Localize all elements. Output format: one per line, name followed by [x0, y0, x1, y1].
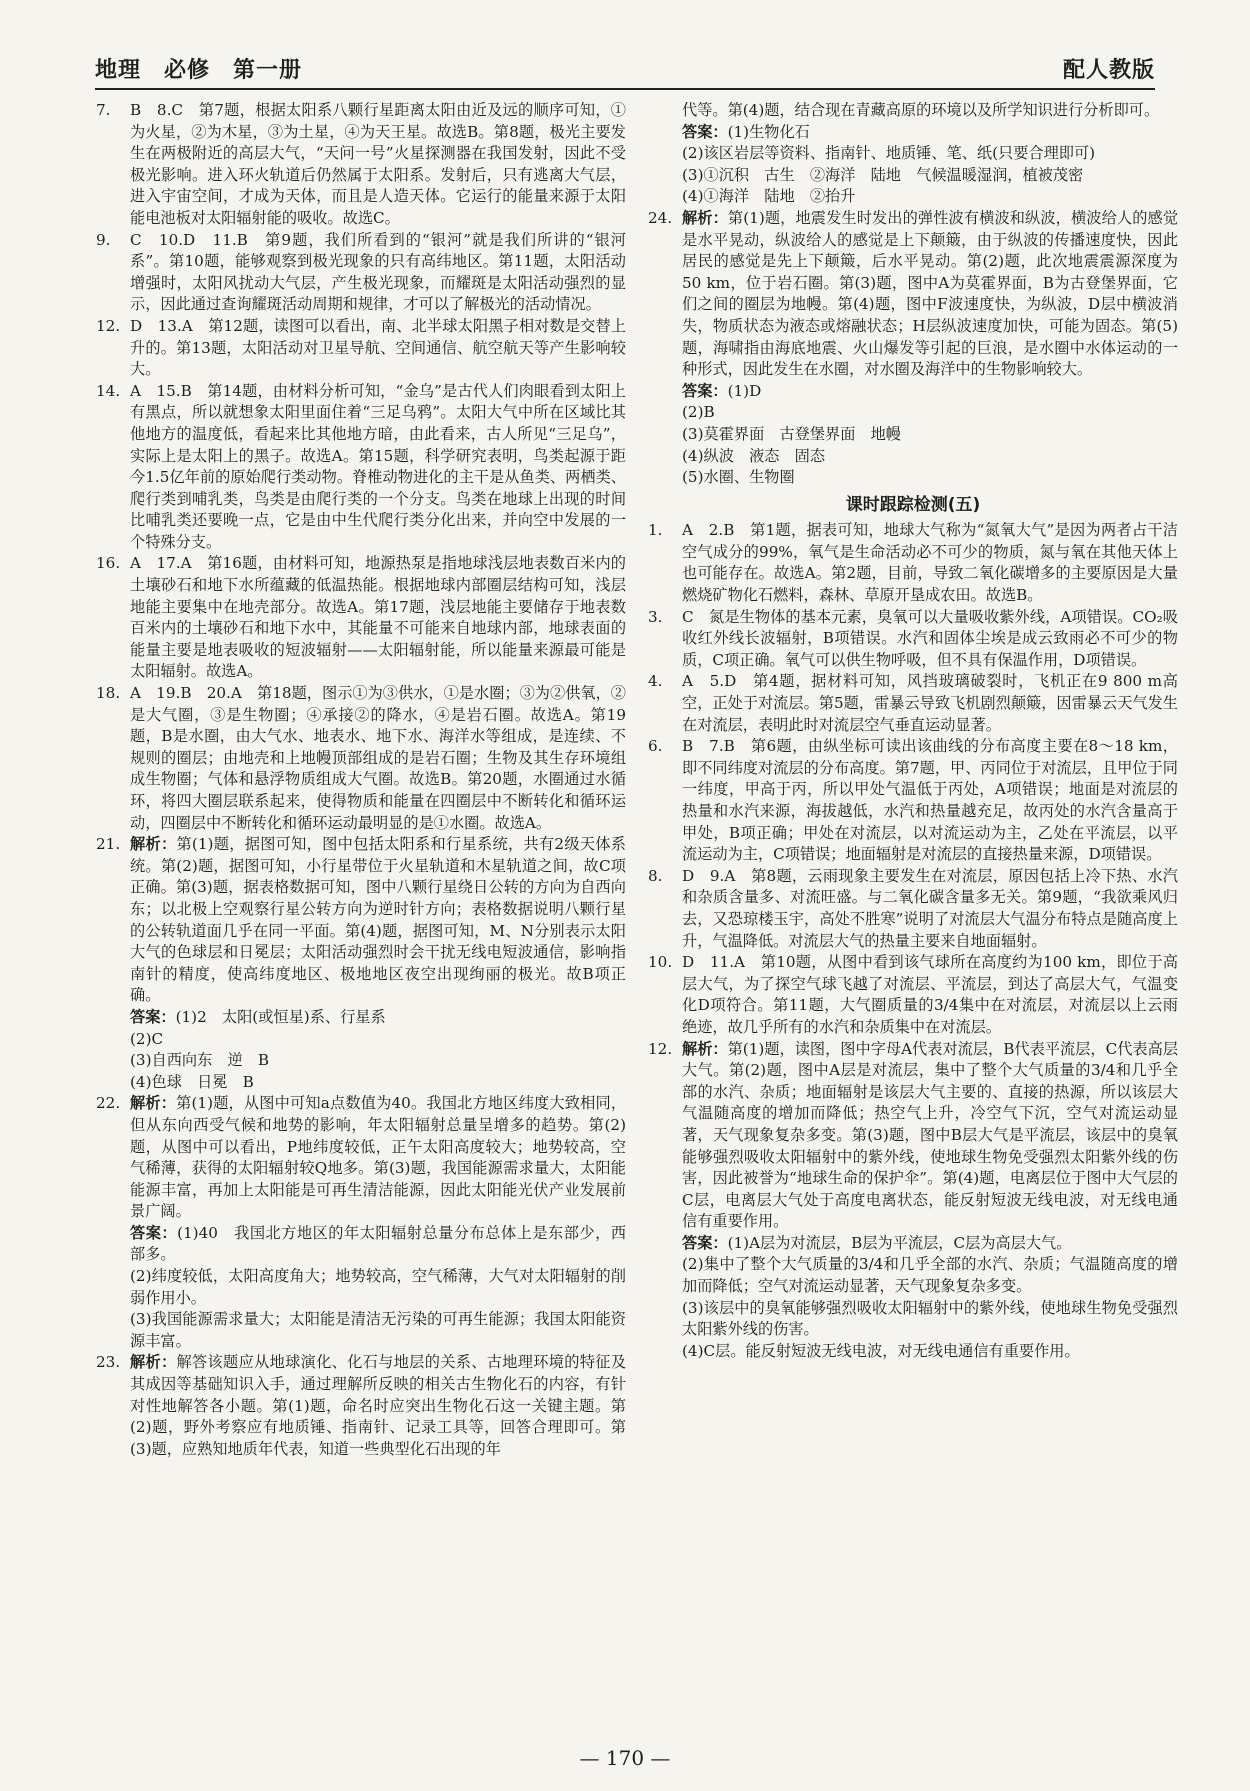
answer-item [648, 208, 1178, 381]
item-number: 24. [648, 208, 673, 227]
text-line: (3)莫霍界面 古登堡界面 地幔 [682, 424, 901, 443]
section-title: 课时跟踪检测(五) [845, 494, 981, 515]
answer-label: 答案： [130, 1007, 176, 1026]
item-text: D 9.A 第8题，云雨现象主要发生在对流层，原因包括上冷下热、水汽和杂质含量多、对流旺盛。与二氧化碳含量多无关。第9题，“我欲乘风归去，又恐琼楼玉宇，高处不胜寒”说明了对流层大气温分布特点是随高度上升，气温降低。对流层大气的热量主要来自地面辐射。 [682, 866, 1178, 950]
text-line: (3)我国能源需求量大；太阳能是清洁无污染的可再生能源；我国太阳能资源丰富。 [130, 1310, 626, 1350]
item-number: 4. [648, 672, 663, 691]
analysis-label: 解析： [682, 208, 728, 227]
item-number: 12. [648, 1039, 673, 1058]
answer-item [96, 100, 626, 230]
text-line: (3)①沉积 古生 ②海洋 陆地 气候温暖湿润，植被茂密 [682, 165, 1084, 184]
answer-item [648, 671, 1178, 736]
analysis-label: 解析： [130, 1094, 177, 1113]
answer-line: 答案：(1)D [682, 381, 762, 400]
answer-item [648, 607, 1178, 672]
item-text: 第(1)题，据图可知，图中包括太阳系和行星系统，共有2级天体系统。第(2)题，据图可知，小行星带位于火星轨道和木星轨道之间，故C项正确。第(3)题，据表格数据可知，图中八颗行星绕日公转的方向为自西向东；以北极上空观察行星公转方向为逆时针方向；表格数据说明八颗行星的公转轨道面几乎在同一平面。第(4)题，据图可知，M、N分别表示太阳大气的色球层和日冕层；太阳活动强烈时会干扰无线电短波通信，影响指南针的精度，使高纬度地区、极地地区夜空出现绚丽的极光。故B项正确。 [130, 835, 626, 1005]
answer-item [96, 1093, 626, 1223]
text-line: (5)水圈、生物圈 [682, 468, 795, 487]
item-number: 12. [96, 316, 121, 335]
item-text: D 11.A 第10题，从图中看到该气球所在高度约为100 km，即位于高层大气，为了探空气球飞越了对流层、平流层，到达了高层大气，气温变化D项符合。第11题，大气圈质量的3/4集中在对流层，对流层以上云雨绝迹，故几乎所有的水汽和杂质集中在对流层。 [682, 953, 1178, 1036]
header-subject: 地理 必修 第一册 [95, 58, 303, 83]
answer-label: 答案： [682, 122, 728, 141]
item-number: 14. [96, 381, 121, 400]
right-column-top [648, 100, 1178, 489]
text-line: (2)该区岩层等资料、指南针、地质锤、笔、纸(只要合理即可) [682, 144, 1096, 163]
right-column [648, 100, 1178, 1700]
right-column-bottom [648, 520, 1178, 1362]
text-line: (3)该层中的臭氧能够强烈吸收太阳辐射中的紫外线，使地球生物免受强烈太阳紫外线的伤害。 [682, 1298, 1178, 1339]
answer-label: 答案： [130, 1223, 178, 1242]
text-line: (2)C [130, 1029, 164, 1048]
text-line: (4)纵波 液态 固态 [682, 446, 826, 465]
answer-item [96, 1352, 626, 1460]
text-line: (4)①海洋 陆地 ②抬升 [682, 187, 856, 206]
page-header [95, 48, 1155, 90]
item-number: 9. [96, 230, 111, 249]
item-number: 16. [96, 554, 121, 573]
analysis-label: 解析： [130, 1353, 177, 1372]
left-column [96, 100, 626, 1700]
analysis-label: 解析： [682, 1039, 728, 1058]
answer-item [648, 1039, 1178, 1233]
item-number: 10. [648, 953, 673, 972]
answer-item [648, 736, 1178, 866]
text-line: (4)色球 日冕 B [130, 1072, 254, 1091]
answer-line: 答案：(1)A层为对流层，B层为平流层，C层为高层大气。 [682, 1233, 1072, 1252]
item-number: 3. [648, 607, 663, 626]
item-text: 第(1)题，地震发生时发出的弹性波有横波和纵波，横波给人的感觉是水平晃动，纵波给人的感觉是上下颠簸，由于纵波的传播速度快，因此居民的感觉是先上下颠簸，后水平晃动。第(2)题，此次地震震源深度为50 km，位于岩石圈。第(3)题，图中A为莫霍界面，B为古登堡界面，它们之间的圈层为地幔。第(4)题，图中F波速度快，为纵波，D层中横波消失，物质状态为液态或熔融状态；H层纵波速度加快，可能为固态。第(5)题，海啸指由海底地震、火山爆发等引起的巨浪，是水圈中水体运动的一种形式，因此发生在水圈，对水圈及海洋中的生物影响较大。 [682, 208, 1178, 379]
item-text: D 13.A 第12题，读图可以看出，南、北半球太阳黑子相对数是交替上升的。第13题，太阳活动对卫星导航、空间通信、航空航天等产生影响较大。 [130, 316, 626, 379]
item-text: C 氮是生物体的基本元素，臭氧可以大量吸收紫外线，A项错误。CO₂吸收红外线长波辐射，B项错误。水汽和固体尘埃是成云致雨必不可少的物质，C项正确。氧气可以供生物呼吸，但不具有保温作用，D项错误。 [682, 607, 1178, 669]
answer-line: 答案：(1)生物化石 [682, 122, 810, 141]
item-text: A 19.B 20.A 第18题，图示①为③供水，①是水圈；③为②供氧，②是大气圈，③是生物圈；④承接②的降水，④是岩石圈。故选A。第19题，B是水圈，由大气水、地表水、地下水、海洋水等组成，是连续、不规则的圈层；由地壳和上地幔顶部组成的是岩石圈；生物及其生存环境组成生物圈；气体和悬浮物质组成大气圈。故选B。第20题，水圈通过水循环，将四大圈层联系起来，使得物质和能量在四圈层中不断转化和循环运动，四圈层中不断转化和循环运动最明显的是①水圈。故选A。 [130, 684, 626, 832]
answer-line: 答案：(1)40 我国北方地区的年太阳辐射总量分布总体上是东部少，西部多。 [130, 1223, 626, 1264]
answer-item [96, 316, 626, 381]
item-text: 第(1)题，读图，图中字母A代表对流层，B代表平流层，C代表高层大气。第(2)题，图中A层是对流层，集中了整个大气质量的3/4和几乎全部的水汽、杂质；地面辐射是该层大气主要的、直接的热源，所以该层大气温随高度的增加而降低；热空气上升，冷空气下沉，空气对流运动显著，天气现象复杂多变。第(3)题，图中B层大气是平流层，该层中的臭氧能够强烈吸收太阳辐射中的紫外线，使地球生物免受强烈太阳紫外线的伤害，因此被誉为“地球生命的保护伞”。第(4)题，电离层位于图中大气层的C层，电离层大气处于高度电离状态，能反射短波无线电波，对无线电通信有重要作用。 [682, 1039, 1178, 1231]
answer-item [96, 553, 626, 683]
item-text: A 5.D 第4题，据材料可知，风挡玻璃破裂时，飞机正在9 800 m高空，正处于对流层。第5题，雷暴云导致飞机剧烈颠簸，因雷暴云天气发生在对流层，表明此时对流层空气垂直运动显著。 [682, 672, 1178, 734]
text-line: 代等。第(4)题，结合现在青藏高原的环境以及所学知识进行分析即可。 [682, 101, 1160, 119]
answer-item [96, 381, 626, 554]
item-text: 第(1)题，从图中可知a点数值为40。我国北方地区纬度大致相同，但从东向西受气候和地势的影响，年太阳辐射总量呈增多的趋势。第(2)题，从图中可以看出，P地纬度较低，正午太阳高度较大；地势较高，空气稀薄，获得的太阳辐射较Q地多。第(3)题，我国能源需求量大，太阳能能源丰富，再加上太阳能是可再生清洁能源，因此太阳能光伏产业发展前景广阔。 [130, 1094, 626, 1221]
item-text: B 8.C 第7题，根据太阳系八颗行星距离太阳由近及远的顺序可知，①为火星，②为木星，③为土星，④为天王星。故选B。第8题，极光主要发生在两极附近的高层大气，“天问一号”火星探测器在我国发射，因此不受极光影响。进入环火轨道后仍然属于太阳系。发射后，只有逃离大气层，进入宇宙空间，才成为天体，而且是人造天体。它运行的能量来源于太阳能电池板对太阳辐射能的吸收。故选C。 [130, 101, 626, 227]
answer-item [96, 230, 626, 316]
item-text: A 15.B 第14题，由材料分析可知，“金乌”是古代人们肉眼看到太阳上有黑点，所以就想象太阳里面住着“三足乌鸦”。太阳大气中所在区域比其他地方的温度低，看起来比其他地方暗，由此看来，古人所见“三足乌”，实际上是太阳上的黑子。故选A。第15题，科学研究表明，鸟类起源于距今1.5亿年前的原始爬行类动物。脊椎动物进化的主干是从鱼类、两栖类、爬行类到哺乳类，鸟类是由爬行类的一个分支。鸟类在地球上出现的时间比哺乳类还要晚一点，它是由中生代爬行类分化出来，并向空中发展的一个特殊分支。 [130, 381, 626, 551]
text-line: (2)纬度较低，太阳高度角大；地势较高，空气稀薄，大气对太阳辐射的削弱作用小。 [130, 1267, 626, 1307]
answer-item [96, 834, 626, 1007]
item-text: 解答该题应从地球演化、化石与地层的关系、古地理环境的特征及其成因等基础知识入手，通过理解所反映的相关古生物化石的内容，有针对性地解答各小题。第(1)题，命名时应突出生物化石这一关键主题。第(2)题，野外考察应有地质锤、指南针、记录工具等，回答合理即可。第(3)题，应熟知地质年代表，知道一些典型化石出现的年 [130, 1353, 626, 1458]
item-text: A 17.A 第16题，由材料可知，地源热泵是指地球浅层地表数百米内的土壤砂石和地下水所蕴藏的低温热能。根据地球内部圈层结构可知，浅层地能主要集中在地壳部分。故选A。第17题，浅层地能主要储存于地表数百米内的土壤砂石和地下水中，其能量不可能来自地球内部，地球表面的能量主要是地表吸收的短波辐射——太阳辐射能，所以能量来源最可能是太阳辐射。故选A。 [130, 554, 626, 681]
text-line: (4)C层。能反射短波无线电波，对无线电通信有重要作用。 [682, 1341, 1080, 1360]
answer-item [648, 866, 1178, 952]
item-number: 6. [648, 737, 663, 756]
item-number: 8. [648, 866, 663, 885]
item-number: 1. [648, 521, 663, 540]
header-edition: 配人教版 [1062, 58, 1155, 83]
item-number: 18. [96, 684, 121, 703]
answer-item [648, 520, 1178, 606]
item-number: 21. [96, 835, 121, 854]
answer-line: 答案：(1)2 太阳(或恒星)系、行星系 [130, 1007, 386, 1026]
item-text: A 2.B 第1题，据表可知，地球大气称为“氮氧大气”是因为两者占干洁空气成分的99%，氧气是生命活动必不可少的物质，氮与氧在其他天体上也可能存在。故选A。第2题，目前，导致二氧化碳增多的主要原因是大量燃烧矿物化石燃料，森林、草原开垦成农田。故选B。 [682, 521, 1178, 605]
text-line: (2)B [682, 403, 715, 422]
item-text: B 7.B 第6题，由纵坐标可读出该曲线的分布高度主要在8～18 km，即不同纬度对流层的分布高度。第7题，甲、丙同位于对流层，且甲位于同一纬度，甲高于丙，所以甲处气温低于丙处，A项错误；地面是对流层的热量和水汽来源，海拔越低，水汽和热量越充足，故丙处的水汽含量高于甲处，B项正确；甲处在对流层，以对流运动为主，乙处在平流层，以平流运动为主，C项错误；地面辐射是对流层的直接热量来源，D项错误。 [682, 737, 1178, 864]
item-text: C 10.D 11.B 第9题，我们所看到的“银河”就是我们所讲的“银河系”。第10题，能够观察到极光现象的只有高纬地区。第11题，太阳活动增强时，太阳风扰动大气层，产生极光现象，而耀斑是太阳活动强烈的显示，因此通过查询耀斑活动周期和规律，才可以了解极光的活动情况。 [130, 230, 626, 314]
analysis-label: 解析： [130, 835, 177, 854]
item-number: 23. [96, 1353, 121, 1372]
page-number: — 170 — [579, 1746, 671, 1770]
answer-item [648, 952, 1178, 1038]
answer-item [96, 683, 626, 834]
item-number: 22. [96, 1094, 121, 1113]
text-line: (3)自西向东 逆 B [130, 1051, 269, 1070]
answer-label: 答案： [682, 381, 728, 400]
item-number: 7. [96, 101, 111, 119]
answer-label: 答案： [682, 1233, 728, 1252]
text-line: (2)集中了整个大气质量的3/4和几乎全部的水汽、杂质；气温随高度的增加而降低；空气对流运动显著，天气现象复杂多变。 [682, 1255, 1178, 1296]
